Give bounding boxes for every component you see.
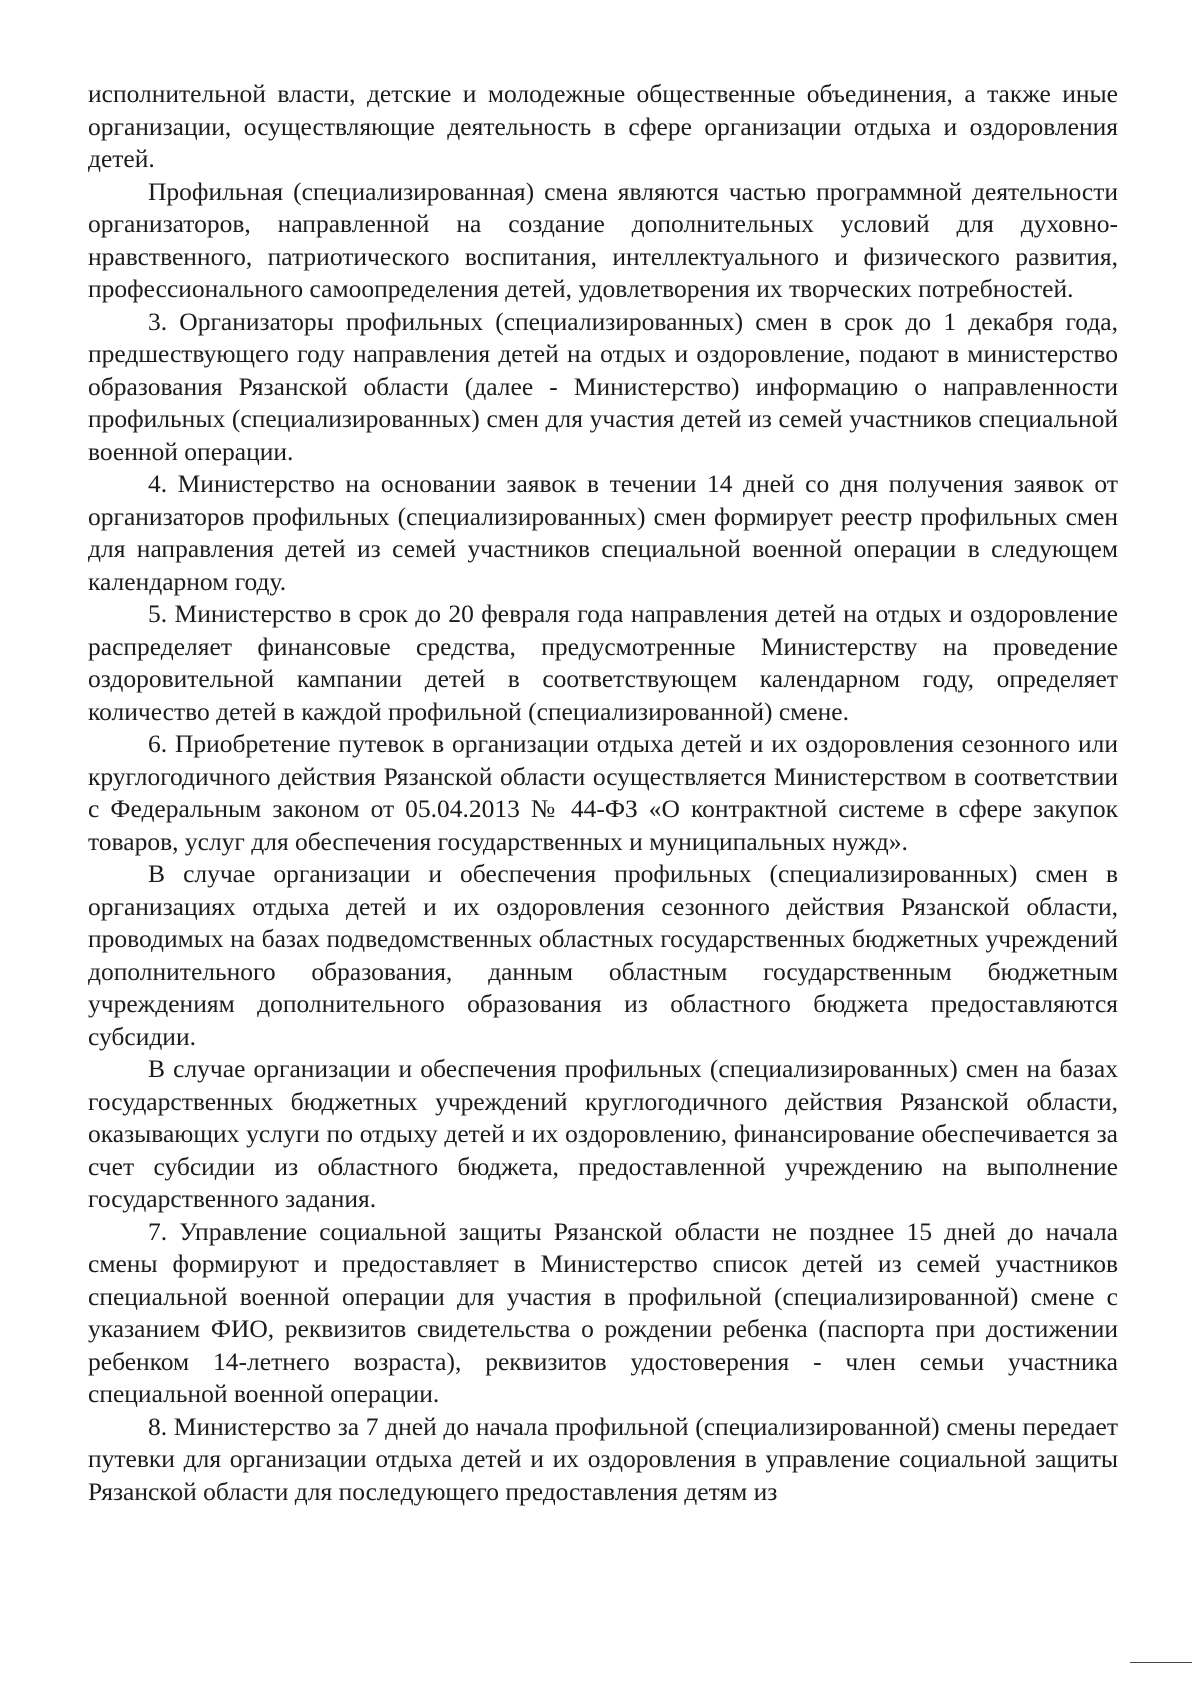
- paragraph-item-7: 7. Управление социальной защиты Рязанской области не позднее 15 дней до начала смены формируют и предоставляет в Министерство список детей из семей участников специальной военной операции для участия в профильной (специализированной) смене с указанием ФИО, реквизитов свидетельства о рождении ребенка (паспорта при достижении ребенком 14-летнего возраста), реквизитов удостоверения - член семьи участника специальной военной операции.: [88, 1216, 1118, 1408]
- paragraph-item-6: 6. Приобретение путевок в организации отдыха детей и их оздоровления сезонного или круглогодичного действия Рязанской области осуществляется Министерством в соответствии с Федеральным законом от 05.04.2013 № 44-ФЗ «О контрактной системе в сфере закупок товаров, услуг для обеспечения государственных и муниципальных нужд».: [88, 729, 1118, 856]
- paragraph-item-3: 3. Организаторы профильных (специализированных) смен в срок до 1 декабря года, предшествующего году направления детей на отдых и оздоровление, подают в министерство образования Рязанской области (далее - Министерство) информацию о направленности профильных (специализированных) смен для участия детей из семей участников специальной военной операции.: [88, 306, 1118, 466]
- document-page: [88, 78, 1118, 1638]
- paragraph-continuation: исполнительной власти, детские и молодежные общественные объединения, а также иные организации, осуществляющие деятельность в сфере организации отдыха и оздоровления детей.: [88, 79, 1118, 173]
- paragraph-item-5: 5. Министерство в срок до 20 февраля года направления детей на отдых и оздоровление распределяет финансовые средства, предусмотренные Министерству на проведение оздоровительной кампании детей в соответствующем календарном году, определяет количество детей в каждой профильной (специализированной) смене.: [88, 599, 1118, 726]
- paragraph-item-4: 4. Министерство на основании заявок в течении 14 дней со дня получения заявок от организаторов профильных (специализированных) смен формирует реестр профильных смен для направления детей из семей участников специальной военной операции в следующем календарном году.: [88, 469, 1118, 596]
- paragraph-profile-shift: Профильная (специализированная) смена являются частью программной деятельности организаторов, направленной на создание дополнительных условий для духовно-нравственного, патриотического воспитания, интеллектуального и физического развития, профессионального самоопределения детей, удовлетворения их творческих потребностей.: [88, 176, 1118, 303]
- page-edge-rule: [1130, 1662, 1192, 1663]
- paragraph-item-8: 8. Министерство за 7 дней до начала профильной (специализированной) смены передает путевки для организации отдыха детей и их оздоровления в управление социальной защиты Рязанской области для последующего предоставления детям из: [88, 1411, 1118, 1506]
- paragraph-subsidies-yearround: В случае организации и обеспечения профильных (специализированных) смен на базах государственных бюджетных учреждений круглогодичного действия Рязанской области, оказывающих услуги по отдыху детей и их оздоровлению, финансирование обеспечивается за счет субсидии из областного бюджета, предоставленной учреждению на выполнение государственного задания.: [88, 1054, 1118, 1213]
- paragraph-subsidies-seasonal: В случае организации и обеспечения профильных (специализированных) смен в организациях отдыха детей и их оздоровления сезонного действия Рязанской области, проводимых на базах подведомственных областных государственных бюджетных учреждений дополнительного образования, данным областным государственным бюджетным учреждениям дополнительного образования из областного бюджета предоставляются субсидии.: [88, 859, 1118, 1051]
